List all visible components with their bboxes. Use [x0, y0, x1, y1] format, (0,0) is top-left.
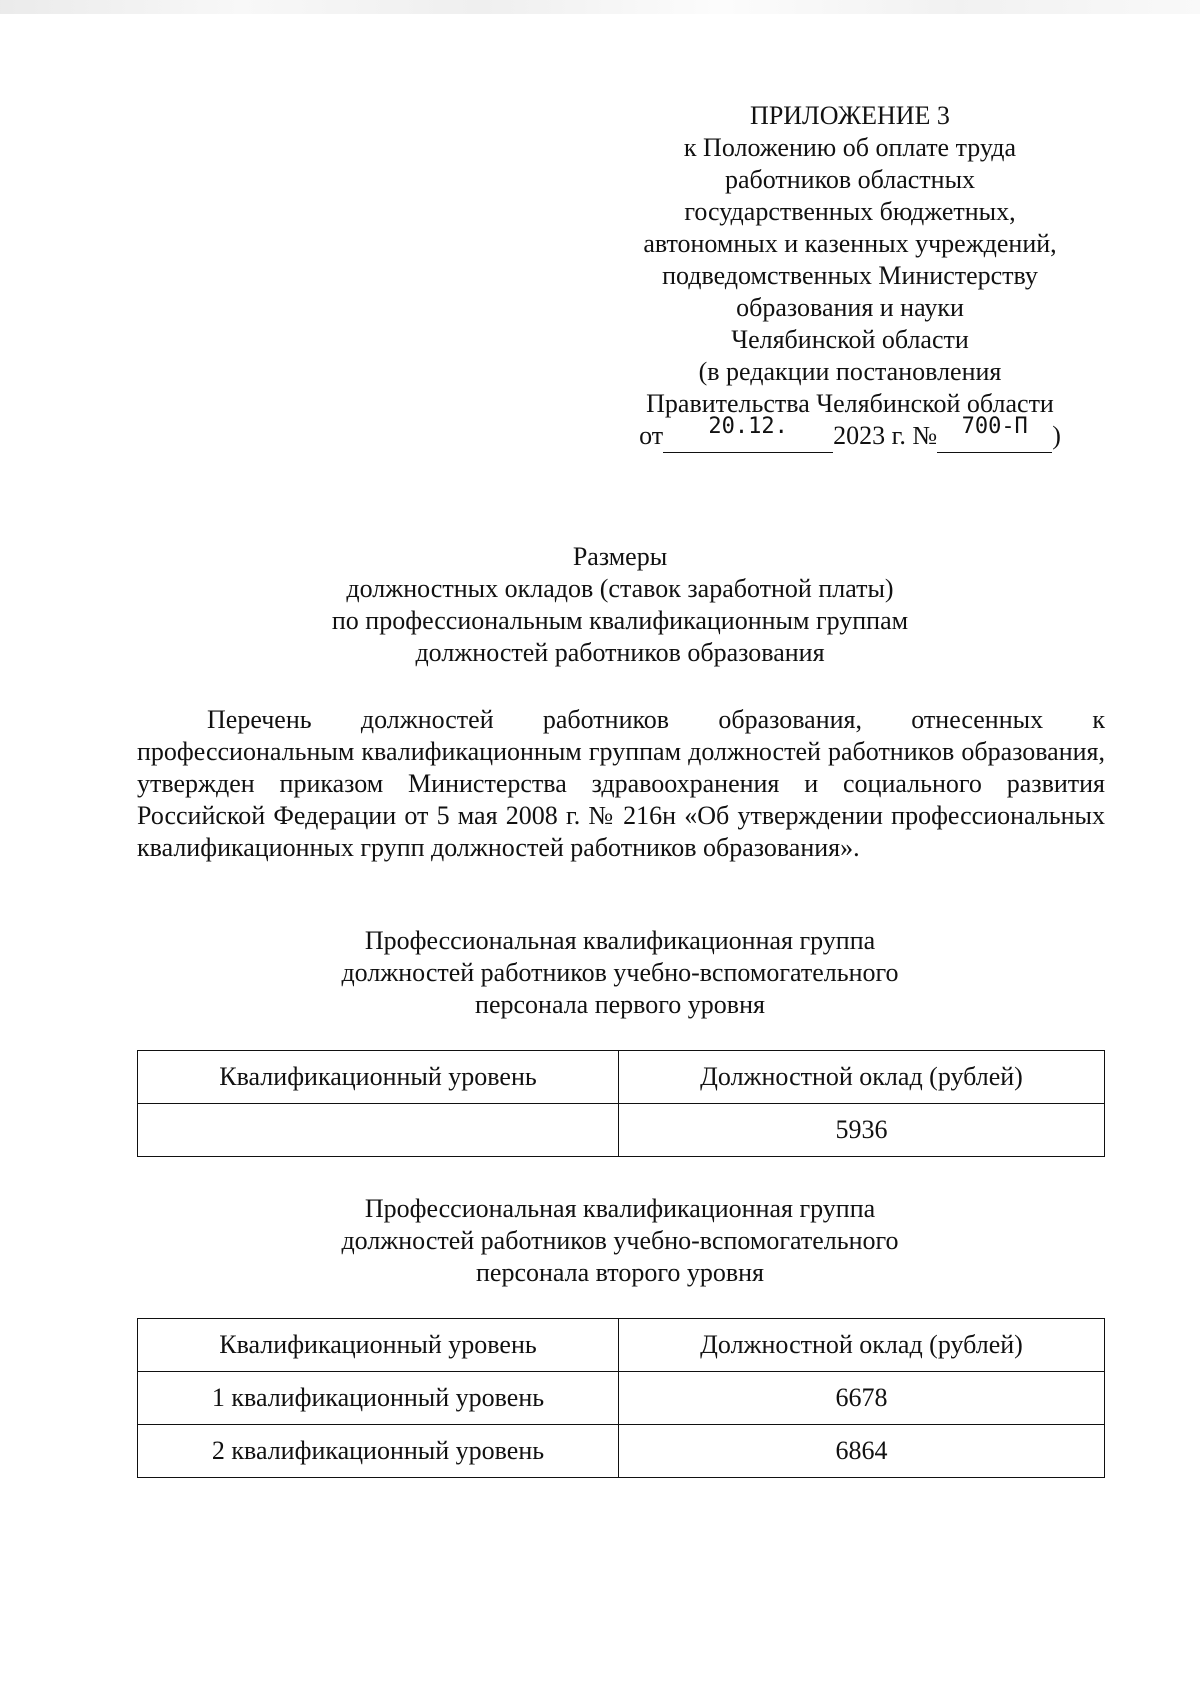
- table-cell-salary: 5936: [619, 1104, 1105, 1157]
- table-row: [138, 1425, 1105, 1478]
- handwritten-date: 20.12.: [708, 414, 788, 439]
- annex-line: к Положению об оплате труда: [683, 133, 1017, 162]
- group-heading-line: должностей работников учебно-вспомогательного: [341, 1226, 899, 1255]
- group-heading-line: Профессиональная квалификационная группа: [364, 926, 876, 955]
- group-heading-second-level: [150, 1193, 1090, 1289]
- group-heading-first-level: [150, 925, 1090, 1021]
- title-line: Размеры: [572, 542, 668, 571]
- table-cell-salary: 6678: [619, 1372, 1105, 1425]
- table-header-cell: Квалификационный уровень: [138, 1051, 619, 1104]
- document-title: [150, 541, 1090, 669]
- title-line: по профессиональным квалификационным группам: [331, 606, 909, 635]
- group-heading-line: персонала второго уровня: [475, 1258, 764, 1287]
- annex-line: образования и науки: [736, 293, 964, 322]
- annex-line: работников областных: [724, 165, 976, 194]
- table-cell-salary: 6864: [619, 1425, 1105, 1478]
- annex-header: [620, 100, 1080, 453]
- table-row: [138, 1372, 1105, 1425]
- date-blank: [663, 414, 833, 453]
- handwritten-number: 700-П: [961, 414, 1028, 439]
- group-heading-line: персонала первого уровня: [475, 990, 765, 1019]
- date-prefix: от: [639, 421, 664, 450]
- number-blank: [937, 414, 1052, 453]
- title-line: должностных окладов (ставок заработной платы): [346, 574, 894, 603]
- annex-line: подведомственных Министерству: [662, 261, 1038, 290]
- scan-artifact: [0, 0, 1200, 14]
- annex-line: государственных бюджетных,: [684, 197, 1016, 226]
- annex-line: Челябинской области: [731, 325, 969, 354]
- annex-line: (в редакции постановления: [698, 357, 1002, 386]
- resolution-date-line: [620, 414, 1080, 453]
- table-header-cell: Должностной оклад (рублей): [619, 1051, 1105, 1104]
- table-header-cell: Должностной оклад (рублей): [619, 1319, 1105, 1372]
- year-text: 2023 г. №: [833, 421, 938, 450]
- table-header-cell: Квалификационный уровень: [138, 1319, 619, 1372]
- table-cell-level: [138, 1104, 619, 1157]
- salary-table-second-level: [137, 1318, 1105, 1478]
- salary-table-first-level: [137, 1050, 1105, 1157]
- body-paragraph: Перечень должностей работников образования, отнесенных к профессиональным квалификационным группам должностей работников образования, утвержден приказом Министерства здравоохранения и социального развития Российской Федерации от 5 мая 2008 г. № 216н «Об утверждении профессиональных квалификационных групп должностей работников образования».: [137, 705, 1105, 862]
- annex-line: Правительства Челябинской области: [646, 389, 1054, 418]
- table-row: [138, 1104, 1105, 1157]
- group-heading-line: Профессиональная квалификационная группа: [364, 1194, 876, 1223]
- table-cell-level: 2 квалификационный уровень: [138, 1425, 619, 1478]
- table-header-row: [138, 1319, 1105, 1372]
- annex-line: автономных и казенных учреждений,: [643, 229, 1057, 258]
- table-cell-level: 1 квалификационный уровень: [138, 1372, 619, 1425]
- group-heading-line: должностей работников учебно-вспомогательного: [341, 958, 899, 987]
- annex-title: ПРИЛОЖЕНИЕ 3: [750, 101, 950, 130]
- title-line: должностей работников образования: [415, 638, 825, 667]
- table-header-row: [138, 1051, 1105, 1104]
- closing-paren: ): [1052, 421, 1061, 450]
